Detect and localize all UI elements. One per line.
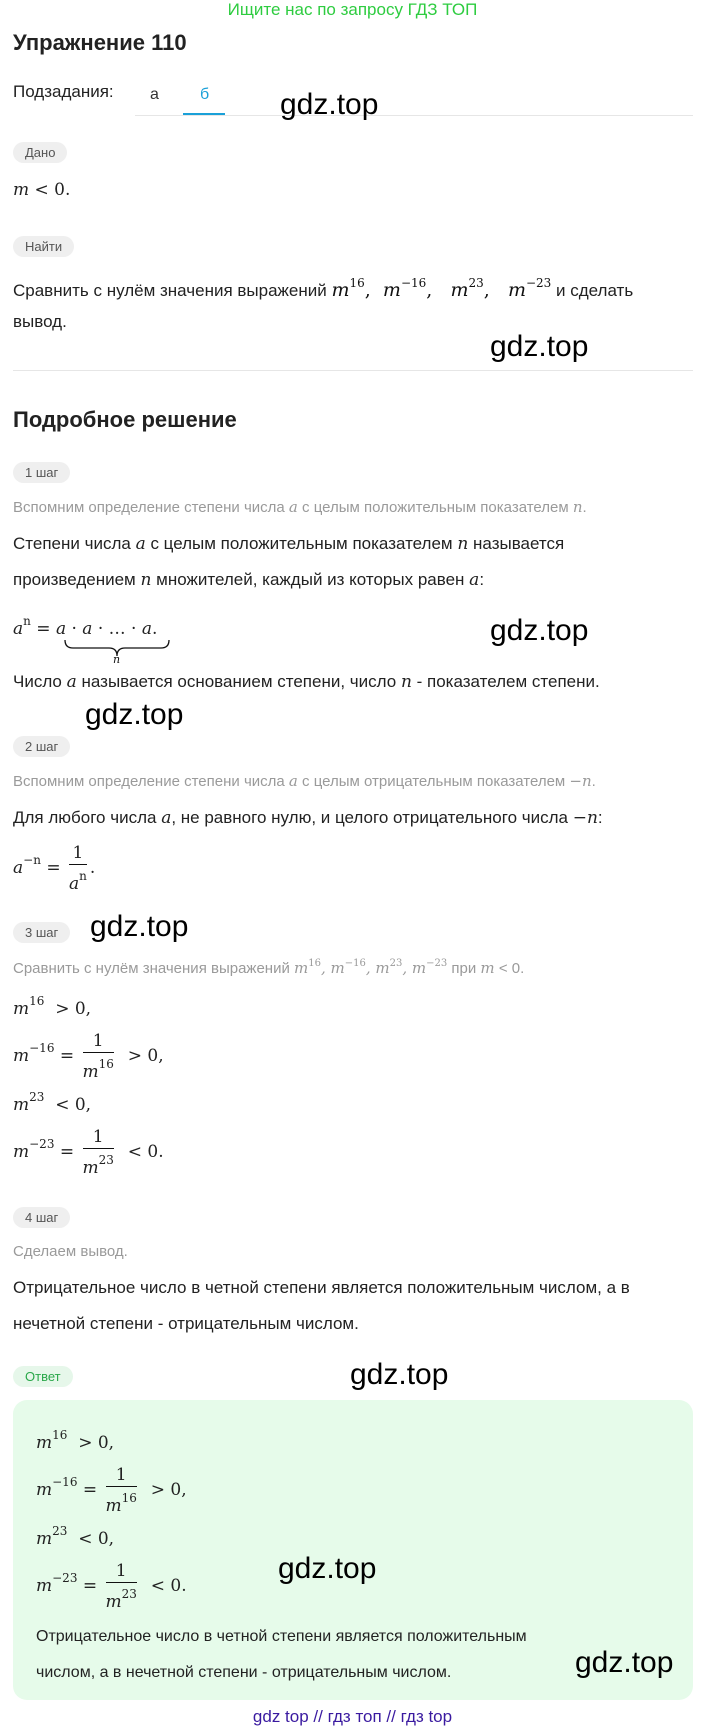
answer-m-16: $m^{-16}$ = $\frac{1}{m^{16}}$ > 0, [36, 1465, 187, 1516]
step-3-hint: Сравнить с нулём значения выражений $m^{16}$, $m^{-16}$, $m^{23}$, $m^{-23}$ при m < 0. [13, 958, 525, 977]
footer-links[interactable]: gdz top // гдз топ // гдз top [252, 1707, 453, 1726]
watermark: gdz.top [575, 1646, 674, 1679]
find-pill: Найти [13, 236, 74, 257]
subtasks-label: Подзадания: [13, 82, 114, 101]
answer-m23: $m^{23} < 0$, [36, 1524, 115, 1549]
step-1-line1: Степени числа a с целым положительным показателем n называется [13, 534, 565, 554]
tab-a[interactable]: а [150, 86, 159, 103]
step-4-pill: 4 шаг [13, 1207, 70, 1228]
given-text: m < 0. [13, 180, 71, 200]
answer-m16: $m^{16} > 0$, [36, 1428, 115, 1453]
result-m-23: $m^{-23}$ = $\frac{1}{m^{23}}$ < 0. [13, 1127, 164, 1178]
watermark: gdz.top [490, 614, 589, 647]
step-2-hint: Вспомним определение степени числа a с целым отрицательным показателем −n. [13, 772, 596, 790]
answer-pill: Ответ [13, 1366, 73, 1387]
step-2-line1: Для любого числа a, не равного нулю, и целого отрицательного числа −n: [13, 808, 603, 828]
given-pill: Дано [13, 142, 67, 163]
find-text: Сравнить с нулём значения выражений $m^{16}$, $m^{-16}$, $m^{23}$, $m^{-23}$ и сделать [13, 276, 634, 301]
solution-title: Подробное решение [13, 407, 237, 432]
svg-text:n: n [113, 653, 121, 664]
answer-m-23: $m^{-23}$ = $\frac{1}{m^{23}}$ < 0. [36, 1561, 187, 1612]
result-m16: $m^{16} > 0$, [13, 994, 92, 1019]
step-1-line2: произведением n множителей, каждый из которых равен a: [13, 570, 485, 590]
find-text-before: Сравнить с нулём значения выражений [13, 281, 327, 300]
watermark: gdz.top [85, 698, 184, 731]
find-text-line2: вывод. [13, 312, 67, 331]
result-m-16: $m^{-16}$ = $\frac{1}{m^{16}}$ > 0, [13, 1031, 164, 1082]
answer-line1: Отрицательное число в четной степени является положительным [36, 1628, 527, 1645]
search-banner: Ищите нас по запросу ГДЗ ТОП [227, 0, 478, 19]
tab-b[interactable]: б [200, 86, 210, 103]
step-3-pill: 3 шаг [13, 922, 70, 943]
step-2-pill: 2 шаг [13, 736, 70, 757]
step-4-line2: нечетной степени - отрицательным числом. [13, 1314, 359, 1333]
find-text-after: и сделать [556, 281, 634, 300]
result-m23: $m^{23} < 0$, [13, 1090, 92, 1115]
answer-line2: числом, а в нечетной степени - отрицательным числом. [36, 1664, 452, 1681]
watermark: gdz.top [350, 1358, 449, 1391]
watermark: gdz.top [90, 910, 189, 943]
section-divider [13, 370, 693, 371]
watermark: gdz.top [280, 88, 379, 121]
tabs-divider [135, 115, 693, 116]
negative-power-formula: $a^{-n}$ = $\frac{1}{a^n}$ . [13, 843, 96, 894]
step-4-line1: Отрицательное число в четной степени является положительным числом, а в [13, 1278, 630, 1297]
underbrace [63, 638, 171, 664]
power-product-formula: $a^n = a \cdot a$ · … · a. [13, 614, 158, 639]
step-1-pill: 1 шаг [13, 462, 70, 483]
step-4-hint: Сделаем вывод. [13, 1243, 128, 1260]
watermark: gdz.top [490, 330, 589, 363]
step-1-line3: Число a называется основанием степени, число n - показателем степени. [13, 672, 600, 692]
step-1-hint: Вспомним определение степени числа a с целым положительным показателем n. [13, 498, 587, 516]
watermark: gdz.top [278, 1552, 377, 1585]
page-title: Упражнение 110 [13, 30, 187, 55]
